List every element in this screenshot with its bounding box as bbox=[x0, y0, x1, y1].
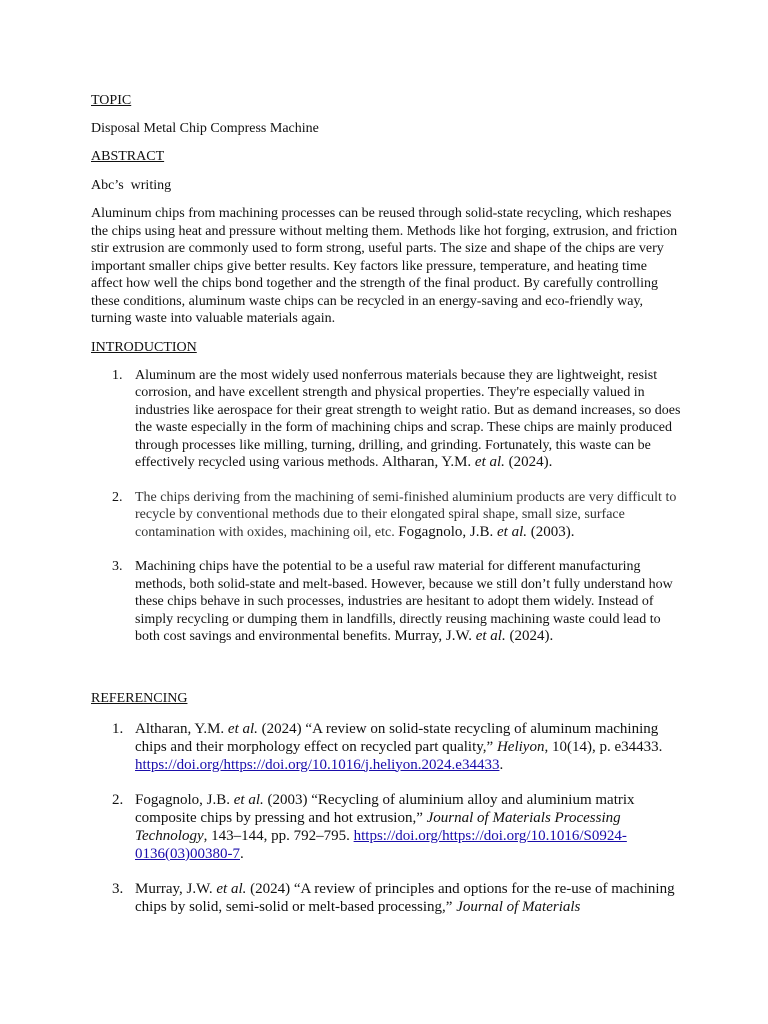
list-number: 1. bbox=[112, 720, 124, 737]
list-spacer bbox=[91, 774, 681, 791]
reference-item-3 bbox=[91, 880, 681, 916]
introduction-item-1 bbox=[91, 367, 681, 472]
list-number: 2. bbox=[112, 489, 123, 505]
item-body: The chips deriving from the machining of semi-finished aluminium products are very difficult to recycle by conventional methods due to their elongated spiral shape, small size, surface contamination with oxides, machining oil, etc. bbox=[135, 489, 677, 540]
referencing-heading: REFERENCING bbox=[91, 690, 188, 706]
item-body: Aluminum are the most widely used nonferrous materials because they are lightweight, resist corrosion, and have excellent strength and physical properties. They're especially valued in industries like aerospace for their great strength to weight ratio. But as demand increases, so does the waste especially in the form of machining chips and scrap. These chips are mainly produced through processes like milling, turning, drilling, and grinding. Fortunately, this waste can be effectively recycled using various methods. bbox=[135, 367, 681, 470]
item-body: Machining chips have the potential to be a useful raw material for different manufacturing methods, both solid-state and melt-based. However, because we still don’t fully understand how these chips behave in such processes, industries are hesitant to adopt them widely. Instead of simply recycling or dumping them in landfills, directly reusing machining waste could lead to both cost savings and environmental benefits. bbox=[135, 559, 673, 644]
citation-author: Fogagnolo, J.B. bbox=[398, 523, 497, 540]
list-spacer bbox=[91, 541, 681, 558]
introduction-list bbox=[91, 367, 681, 646]
list-number: 3. bbox=[112, 559, 123, 574]
list-number: 1. bbox=[112, 367, 123, 383]
citation-year: (2024). bbox=[505, 628, 554, 644]
introduction-item-text bbox=[135, 367, 681, 472]
list-number: 3. bbox=[112, 880, 124, 897]
introduction-item-2 bbox=[91, 489, 681, 542]
reference-text bbox=[135, 880, 681, 916]
list-spacer bbox=[91, 472, 681, 489]
reference-details: , 143–144, pp. 792–795. bbox=[203, 827, 354, 844]
citation-author: Altharan, Y.M. bbox=[382, 454, 475, 470]
reference-details: , 10(14), p. e34433. bbox=[544, 738, 663, 755]
citation-etal: et al. bbox=[475, 628, 506, 644]
reference-title: (2024) “A review of principles and options for the re-use of machining chips by solid, semi-solid or melt-based processing,” bbox=[135, 880, 675, 915]
citation-etal: et al. bbox=[497, 523, 527, 540]
citation bbox=[382, 454, 552, 470]
topic-heading: TOPIC bbox=[91, 93, 132, 108]
citation-etal: et al. bbox=[474, 454, 505, 470]
reference-item-1 bbox=[91, 720, 681, 774]
reference-item-2 bbox=[91, 791, 681, 863]
citation-year: (2003). bbox=[527, 523, 575, 540]
abstract-heading: ABSTRACT bbox=[91, 149, 165, 164]
reference-text bbox=[135, 720, 681, 774]
reference-author: Altharan, Y.M. bbox=[135, 720, 228, 737]
introduction-heading: INTRODUCTION bbox=[91, 339, 197, 355]
reference-journal: Journal of Materials Processing Technology bbox=[135, 809, 621, 844]
topic-title: Disposal Metal Chip Compress Machine bbox=[91, 121, 319, 136]
list-spacer bbox=[91, 863, 681, 880]
reference-journal: Journal of Materials bbox=[456, 898, 581, 915]
citation-author: Murray, J.W. bbox=[394, 628, 476, 644]
reference-title: (2024) “A review on solid-state recycling of aluminum machining chips and their morphology effect on recycled part quality,” bbox=[135, 720, 659, 755]
document-page bbox=[91, 92, 681, 916]
abstract-author-line: Abc’s writing bbox=[91, 178, 172, 193]
reference-title: (2003) “Recycling of aluminium alloy and aluminium matrix composite chips by pressing and hot extrusion,” bbox=[135, 791, 635, 826]
reference-author: Murray, J.W. bbox=[135, 880, 217, 897]
reference-author: Fogagnolo, J.B. bbox=[135, 791, 234, 808]
introduction-item-text bbox=[135, 558, 681, 646]
reference-doi-link[interactable]: https://doi.org/https://doi.org/10.1016/S0924-0136(03)00380-7 bbox=[135, 827, 627, 862]
reference-etal: et al. bbox=[227, 720, 258, 737]
abstract-body: Aluminum chips from machining processes can be reused through solid-state recycling, which reshapes the chips using heat and pressure without melting them. Methods like hot forging, extrusion, and friction stir extrusion are commonly used to form strong, useful parts. The size and shape of the chips are very important smaller chips give better results. Key factors like pressure, temperature, and heating time affect how well the chips bond together and the strength of the final product. By carefully controlling these conditions, aluminum waste chips can be recycled in an energy-saving and eco-friendly way, turning waste into valuable materials again. bbox=[91, 206, 678, 326]
introduction-item-text bbox=[135, 489, 681, 542]
citation-year: (2024). bbox=[504, 454, 553, 470]
introduction-item-3 bbox=[91, 558, 681, 646]
list-number: 2. bbox=[112, 791, 124, 808]
reference-text bbox=[135, 791, 681, 863]
reference-end: . bbox=[240, 845, 244, 862]
reference-list bbox=[91, 720, 681, 916]
reference-doi-link[interactable]: https://doi.org/https://doi.org/10.1016/j.heliyon.2024.e34433 bbox=[135, 756, 500, 773]
reference-end: . bbox=[499, 756, 504, 773]
reference-journal: Heliyon bbox=[496, 738, 545, 755]
citation bbox=[394, 628, 553, 644]
citation bbox=[398, 524, 574, 540]
reference-etal: et al. bbox=[233, 791, 264, 808]
reference-etal: et al. bbox=[216, 880, 247, 897]
